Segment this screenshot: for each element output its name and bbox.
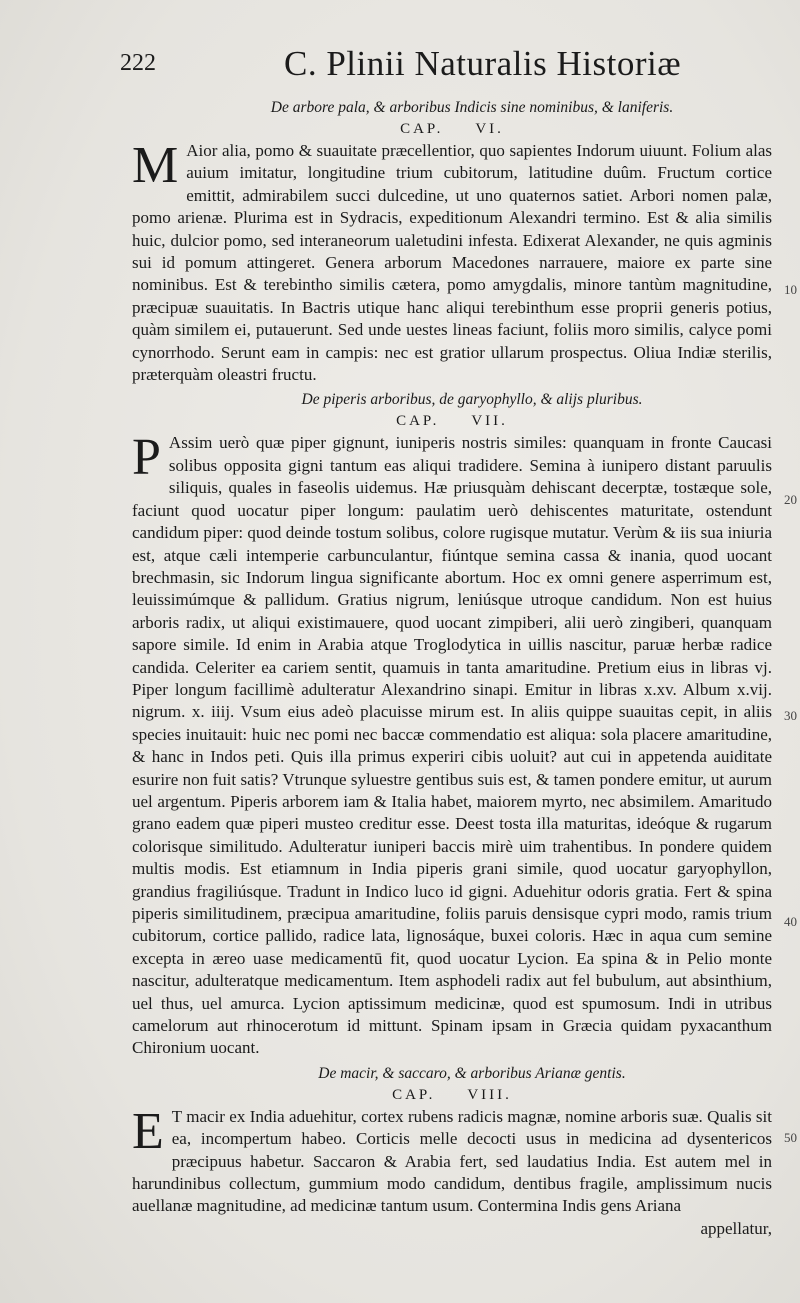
chapter-cap: CAP. (400, 121, 444, 137)
margin-line-number: 40 (784, 914, 797, 929)
chapter-number: VIII. (467, 1086, 512, 1103)
drop-capital: P (132, 429, 161, 487)
main-column (132, 98, 772, 1240)
chapter-label (132, 120, 772, 138)
chapter-body: Aior alia, pomo & suauitate præcellentior, quo sapientes Indorum uiuunt. Folium alas auium imitatur, longitudine trium cubitorum, latitudine duûm. Fructum cortice emittit, admirabilem succi dulcedine, ut uno quaternos satiet. Arbori nomen palæ, pomo arienæ. Plurima est in Sydracis, expeditionum Alexandri termino. Est & alia similis huic, dulcior pomo, sed interaneorum ualetudini infesta. Edixerat Alexander, ne quis agminis sui id pomum attingeret. Genera arborum Macedones narrauere, maiore ex parte sine nominibus. Est & terebintho similis cætera, pomo amygdalis, minore tantùm magnitudine, præcipuæ suauitatis. In Bactris utique hanc aliqui terebinthum esse proprii generis potius, quàm similem ei, putauerunt. Sed unde uestes lineas faciunt, foliis moro similis, calyce pomi cynorrhodo. Serunt eam in campis: nec est gratior ullarum prospectus. Oliua Indiæ sterilis, præterquàm oleastri fructu. (132, 141, 772, 385)
chapter-cap: CAP. (396, 413, 440, 430)
margin-line-number: 30 (784, 708, 797, 723)
chapter-number: VII. (471, 413, 508, 430)
running-title: C. Plinii Naturalis Historiæ (284, 44, 682, 83)
drop-capital: M (132, 137, 179, 194)
chapter-6 (132, 98, 772, 386)
chapter-label (132, 1086, 772, 1104)
chapter-8 (132, 1064, 772, 1240)
chapter-text (132, 137, 772, 386)
page-number: 222 (120, 50, 156, 76)
margin-line-number: 50 (784, 1130, 797, 1145)
margin-line-number: 10 (784, 282, 797, 297)
catchword: appellatur, (700, 1218, 772, 1238)
chapter-heading: De piperis arboribus, de garyophyllo, & alijs pluribus. (301, 391, 643, 409)
chapter-number: VI. (475, 121, 504, 137)
chapter-label (132, 412, 772, 430)
chapter-body: T macir ex India aduehitur, cortex rubens radicis magnæ, nomine arboris suæ. Qualis sit ea, incompertum habeo. Corticis melle decocti usus in medicina ad dysentericos præcipuus habetur. Saccaron & Arabia fert, sed laudatius India. Est autem mel in harundinibus collectum, gummium modo candidum, dentibus fragile, amplissimum nucis auellanæ magnitudine, ad medicinæ tantum usum. Contermina Indis gens Ariana (132, 1106, 772, 1216)
chapter-cap: CAP. (392, 1086, 436, 1103)
margin-line-number: 20 (784, 492, 797, 507)
chapter-heading: De macir, & saccaro, & arboribus Arianæ gentis. (318, 1064, 626, 1082)
chapter-7 (132, 390, 772, 1059)
chapter-text (132, 1102, 772, 1218)
drop-capital: E (132, 1102, 164, 1160)
chapter-heading: De arbore pala, & arboribus Indicis sine nominibus, & laniferis. (270, 99, 674, 116)
chapter-text (132, 429, 772, 1059)
page-header (120, 44, 800, 94)
chapter-body: Assim uerò quæ piper gignunt, iuniperis nostris similes: quanquam in fronte Caucasi solibus opposita gigni tantum eas aliqui tradidere. Semina à iunipero distant paruulis siliquis, quales in faseolis uidemus. Hæ priusquàm dehiscant decerptæ, tostæque sole, faciunt quod uocatur piper longum: paulatim uerò dehiscentes maturitate, ostendunt candidum piper: quod deinde tostum solibus, colore rugisque mutatur. Verùm & iis sua iniuria est, atque cæli intemperie carbunculantur, fiúntque semina cassa & inania, quod uocant brechmasin, sic Indorum lingua significante abortum. Hoc ex omni genere asperrimum est, leuissimúmque & pallidum. Gratius nigrum, leniúsque utroque candidum. Non est huius arboris radix, ut aliqui existimauere, quod uocant zimpiberi, alii uerò zingiberi, quanquam sapore simile. Id enim in Arabia atque Troglodytica in uillis nascitur, paruæ herbæ radice candida. Celeriter ea cariem sentit, quamuis in tanta amaritudine. Pretium eius in libras vj. Piper longum facillimè adulteratur Alexandrino sinapi. Emitur in libras x.xv. Album x.vij. nigrum. x. iiij. Vsum eius adeò placuisse mirum est. In aliis quippe suauitas cepit, in aliis species inuitauit: huic nec pomi nec baccæ commendatio est aliqua: sola placere amaritudine, & hanc in Indos peti. Quis illa primus experiri cibis uoluit? aut cui in appetenda auiditate esurire non fuit satis? Vtrunque syluestre gentibus suis est, & tamen pondere emitur, ut aurum uel argentum. Piperis arborem iam & Italia habet, maiorem myrto, nec absimilem. Amaritudo grano eadem quæ piperi musteo creditur esse. Deest tosta illa maturitas, ideóque & rugarum colorisque similitudo. Adulteratur iuniperi baccis mirè uim trahentibus. In pondere quidem multis modis. Est etiamnum in India piperis grani simile, quod uocatur garyophyllon, grandius fragiliúsque. Tradunt in Indico luco id gigni. Aduehitur odoris gratia. Fert & spina piperis similitudinem, præcipua amaritudine, foliis paruis densisque cypri modo, ramis trium cubitorum, cortice pallido, radice lata, lignosáque, buxei coloris. Hæc in aqua cum semine excepta in æreo uase medicamentū fit, quod uocatur Lycion. Ea spina & in Pelio monte nascitur, adulteratque medicamentum. Item asphodeli radix aut fel bubulum, aut absinthium, uel thus, uel amurca. Lycion aptissimum medicinæ, quod est spumosum. Indi in utribus camelorum aut rhinocerotum id mittunt. Spinam ipsam in Græcia quidam pyxacanthum Chironium uocant. (132, 433, 772, 1058)
